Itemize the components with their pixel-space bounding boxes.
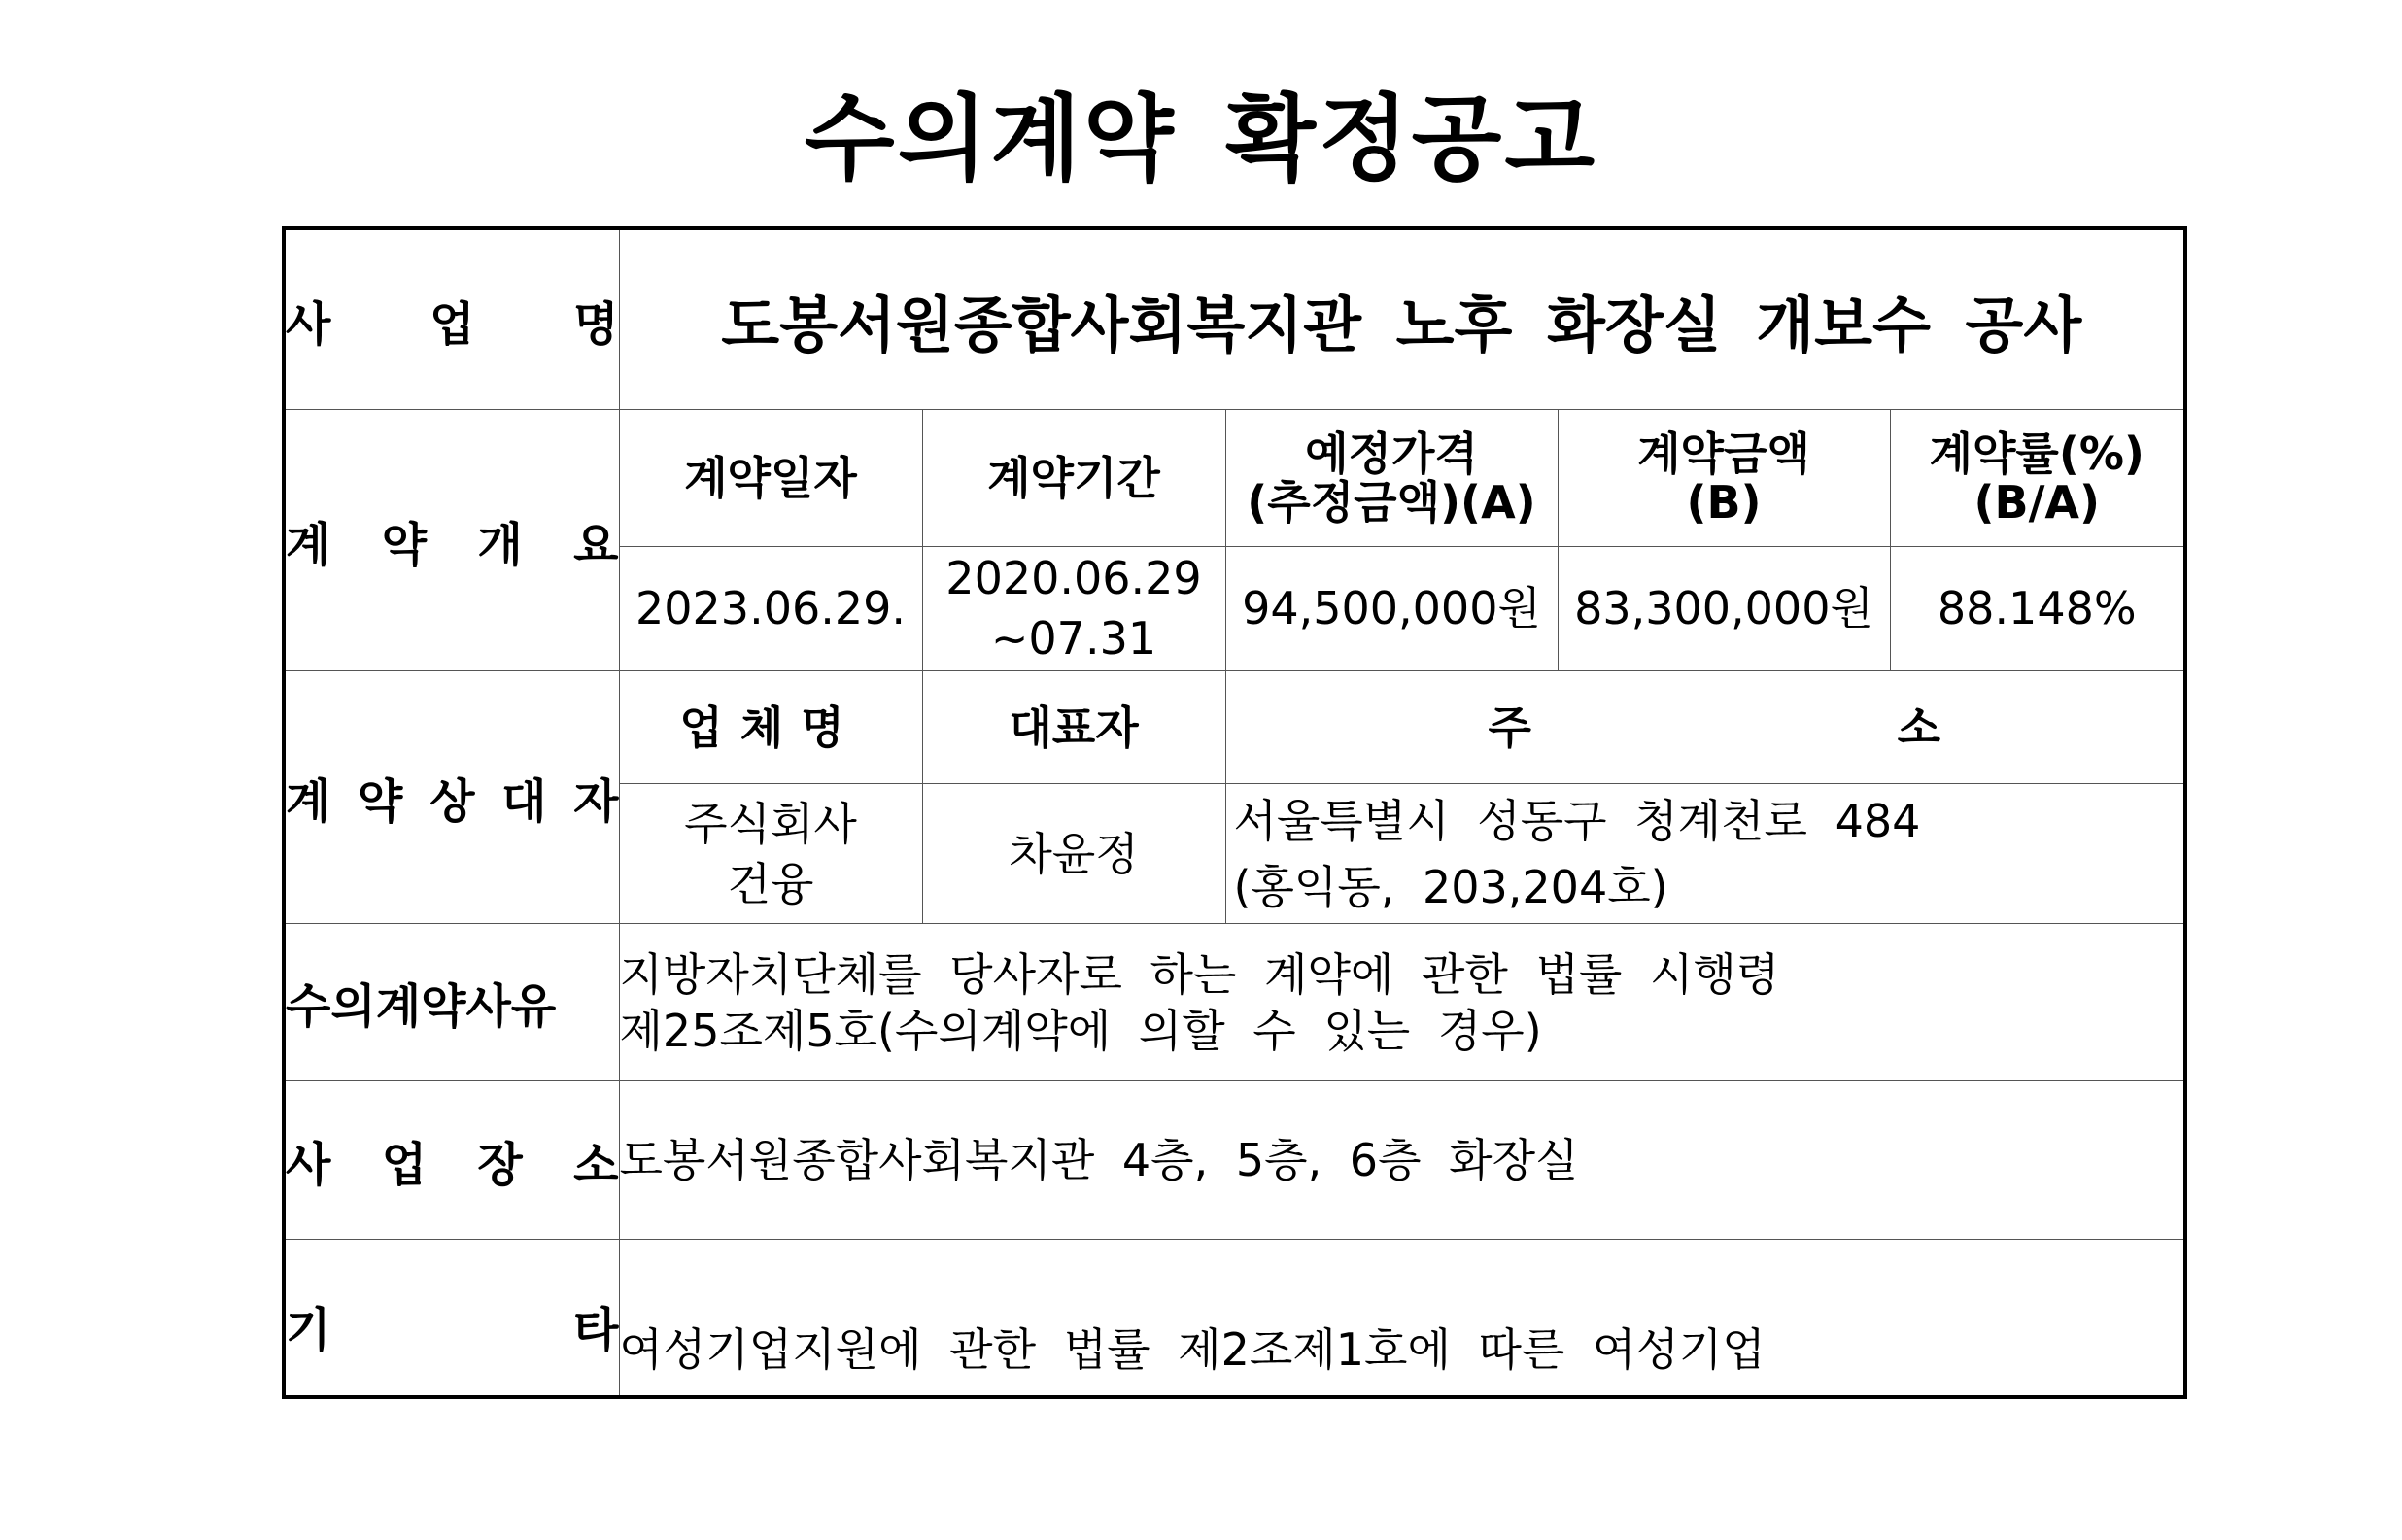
company-header-text: 업체명 [679,701,862,754]
label-char: 사 [286,1137,331,1192]
counterparty-header-row [284,670,2185,783]
reason-row [284,923,2185,1081]
page-title: 수의계약 확정공고 [804,85,1598,193]
location-label-text [286,1127,619,1194]
representative-value: 차윤정 [922,784,1225,923]
label-char: 타 [573,1302,619,1357]
label-char: 계 [286,517,331,572]
label-char: 주 [1488,701,1531,754]
contract-rate-header-line2: (B/A) [1973,475,2100,529]
company-value-line1: 주식회사 [684,797,857,850]
company-header [619,670,922,783]
business-name-label [284,228,619,410]
reason-line1: 지방자치단체를 당사자로 하는 계약에 관한 법률 시행령 [619,947,1780,1001]
label-char: 소 [573,1137,619,1192]
label-char: 기 [286,1302,331,1357]
contract-date-value: 2023.06.29. [619,546,922,670]
business-name-value: 도봉서원종합사회복지관 노후 화장실 개보수 공사 [619,228,2185,410]
label-char: 업 [381,1137,428,1192]
address-value [1225,784,2185,923]
location-label [284,1081,619,1240]
other-value: 여성기업지원에 관한 법률 제2조제1호에 따른 여성기업 [619,1239,2185,1397]
contract-amount-header-line1: 계약금액 [1637,427,1810,480]
location-row [284,1081,2185,1240]
business-name-row [284,228,2185,410]
estimated-price-header-line1: 예정가격 [1305,427,1478,480]
label-char: 대 [501,773,547,829]
contract-rate-header-line1: 계약률(%) [1929,427,2145,480]
notice-table [282,226,2187,1399]
contract-period-line2: ~07.31 [990,612,1157,666]
contract-amount-value: 83,300,000원 [1558,546,1890,670]
other-label [284,1239,619,1397]
company-value [619,784,922,923]
contract-rate-value: 88.148% [1890,546,2185,670]
contract-overview-header-row [284,410,2185,546]
label-char: 사 [286,296,331,352]
company-value-line2: 건융 [727,857,814,910]
other-label-text [286,1292,619,1359]
contract-overview-label [284,410,619,671]
reason-value [619,923,2185,1081]
contract-date-header: 계약일자 [619,410,922,546]
other-row [284,1239,2185,1397]
representative-header: 대표자 [922,670,1225,783]
location-value: 도봉서원종합사회복지관 4층, 5층, 6층 화장실 [619,1081,2185,1240]
business-name-label-text [286,287,619,354]
address-line1: 서울특별시 성동구 청계천로 484 [1233,794,1921,847]
address-line2: (홍익동, 203,204호) [1233,860,1668,913]
label-char: 요 [573,517,619,572]
label-char: 계 [286,773,331,829]
label-char: 소 [1897,701,1940,754]
contract-period-value [922,546,1225,670]
address-header [1225,670,2185,783]
label-char: 약 [381,517,428,572]
contract-rate-header [1890,410,2185,546]
reason-label: 수의계약사유 [284,923,619,1081]
contract-overview-label-text [286,507,619,574]
estimated-price-header [1225,410,1558,546]
counterparty-label-text [286,764,619,831]
label-char: 장 [477,1137,523,1192]
label-char: 개 [477,517,523,572]
address-header-text [1226,703,2184,752]
label-char: 업 [429,296,475,352]
label-char: 명 [573,296,619,352]
counterparty-label [284,670,619,923]
contract-amount-header [1558,410,1890,546]
label-char: 약 [358,773,403,829]
contract-amount-header-line2: (B) [1686,475,1762,529]
label-char: 상 [429,773,475,829]
contract-period-header: 계약기간 [922,410,1225,546]
contract-period-line1: 2020.06.29 [945,552,1202,605]
estimated-price-header-line2: (추정금액)(A) [1247,475,1536,529]
label-char: 자 [573,773,619,829]
reason-line2: 제25조제5호(수의계약에 의할 수 있는 경우) [619,1004,1542,1057]
estimated-price-value: 94,500,000원 [1225,546,1558,670]
